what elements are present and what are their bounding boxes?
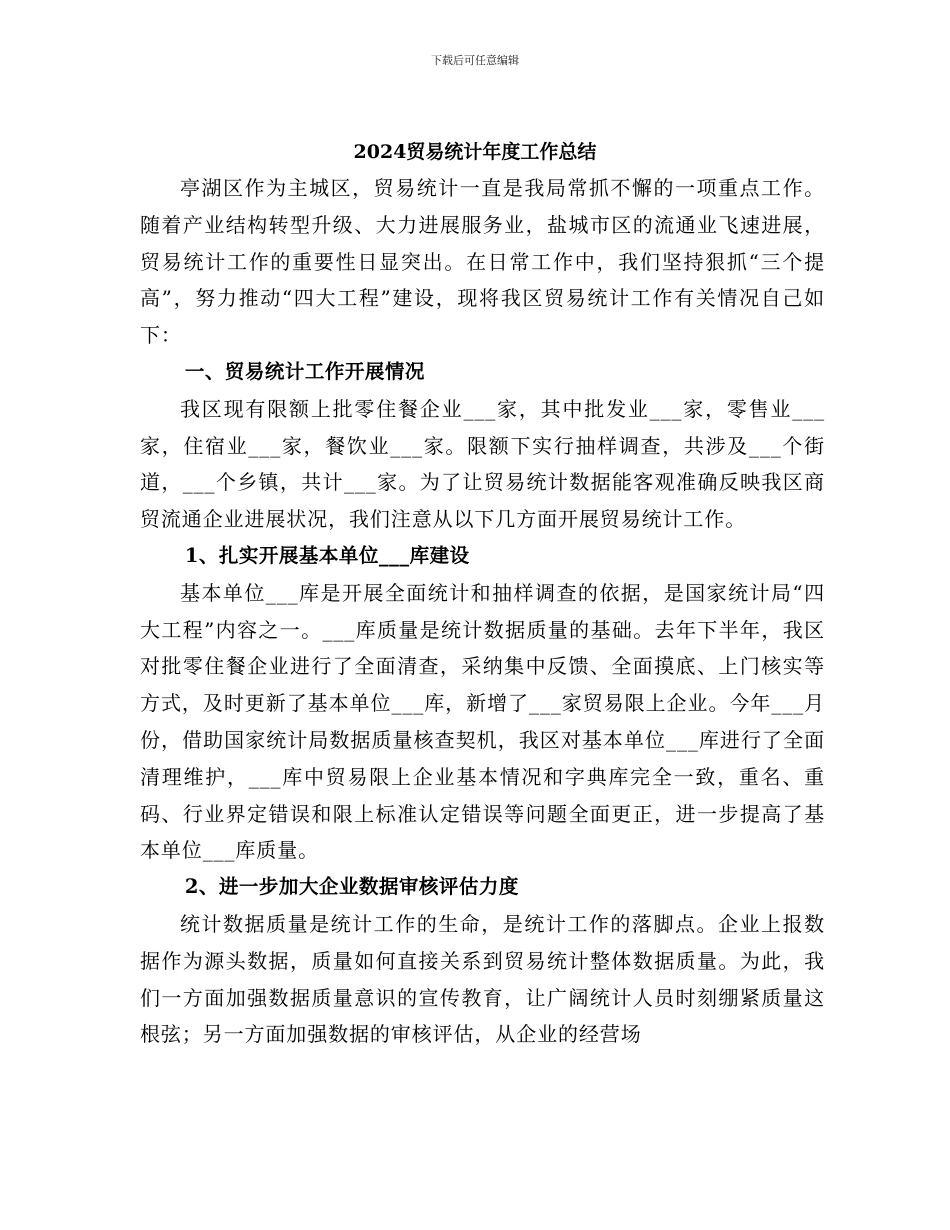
document-title: 2024贸易统计年度工作总结 [353, 140, 597, 163]
subsection-2-paragraph: 统计数据质量是统计工作的生命，是统计工作的落脚点。企业上报数据作为源头数据，质量如何直接关系到贸易统计整体数据质量。为此，我们一方面加强数据质量意识的宣传教育，让广阔统计人员时刻绷紧质量这根弦；另一方面加强数据的审核评估，从企业的经营场 [140, 911, 825, 1047]
intro-paragraph: 亭湖区作为主城区，贸易统计一直是我局常抓不懈的一项重点工作。随着产业结构转型升级、大力进展服务业，盐城市区的流通业飞速进展，贸易统计工作的重要性日显突出。在日常工作中，我们坚持狠抓“三个提高”，努力推动“四大工程”建设，现将我区贸易统计工作有关情况自己如下： [140, 176, 825, 348]
subsection-heading-2: 2、进一步加大企业数据审核评估力度 [184, 875, 519, 899]
subsection-1-paragraph: 基本单位___库是开展全面统计和抽样调查的依据，是国家统计局“四大工程”内容之一。___库质量是统计数据质量的基础。去年下半年，我区对批零住餐企业进行了全面清查，采纳集中反馈、全面摸底、上门核实等方式，及时更新了基本单位___库，新增了___家贸易限上企业。今年___月份，借助国家统计局数据质量核查契机，我区对基本单位___库进行了全面清理维护，___库中贸易限上企业基本情况和字典库完全一致，重名、重码、行业界定错误和限上标准认定错误等问题全面更正，进一步提高了基本单位___库质量。 [140, 580, 825, 863]
subsection-heading-1: 1、扎实开展基本单位___库建设 [184, 543, 470, 567]
section-1-paragraph: 我区现有限额上批零住餐企业___家，其中批发业___家，零售业___家，住宿业___家，餐饮业___家。限额下实行抽样调查，共涉及___个街道，___个乡镇，共计___家。为了让贸易统计数据能客观准确反映我区商贸流通企业进展状况，我们注意从以下几方面开展贸易统计工作。 [140, 396, 825, 532]
section-heading-1: 一、贸易统计工作开展情况 [184, 359, 425, 383]
page-header-note: 下载后可任意编辑 [431, 54, 519, 67]
document-body [140, 170, 825, 1053]
